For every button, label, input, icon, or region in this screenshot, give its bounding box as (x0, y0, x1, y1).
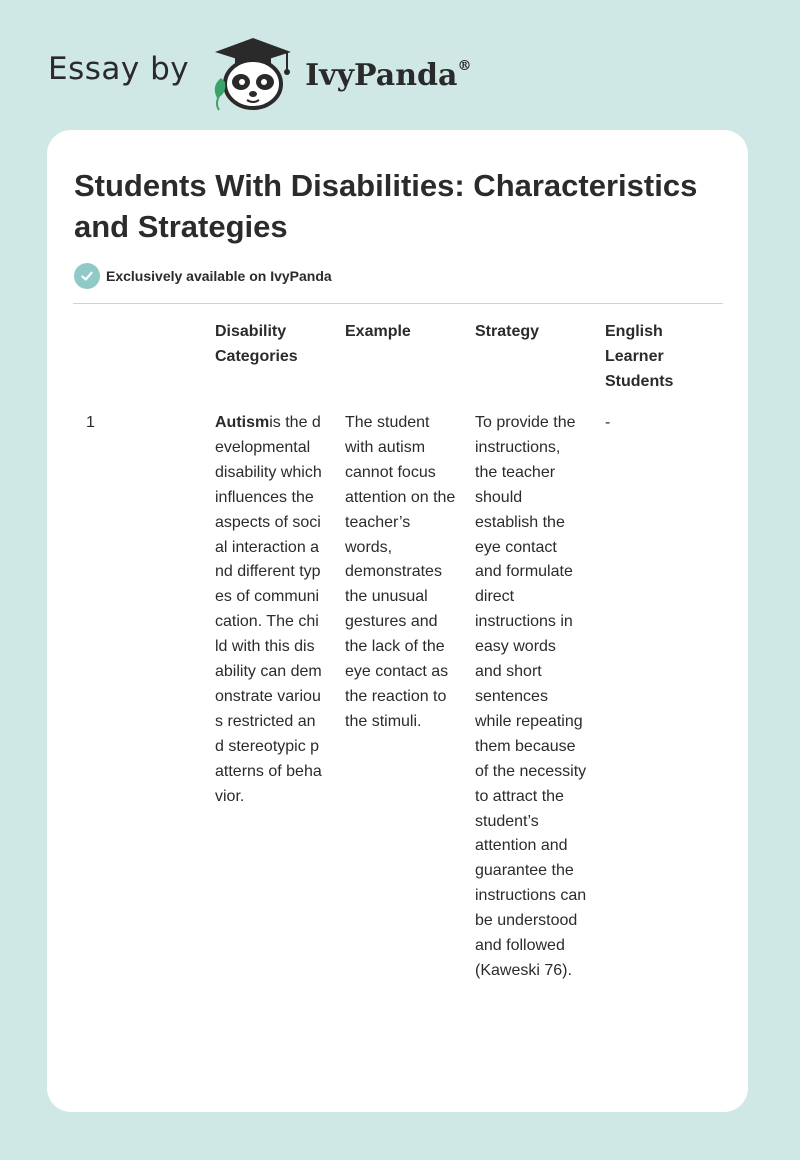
page-title: Students With Disabilities: Characteristics and Strategies (74, 168, 698, 244)
row-number: 1 (86, 414, 95, 431)
header-english-learners: English Learner Students (605, 323, 674, 390)
check-circle-icon (74, 263, 100, 289)
essay-card (47, 130, 748, 1112)
cell-disability-category (215, 411, 322, 810)
cell-english-learners: - (605, 414, 611, 431)
cell-example: The student with autism cannot focus attention on the teacher’s words, demonstrates the unusual gestures and the lack of the eye contact as the reaction to the stimuli. (345, 414, 456, 730)
exclusive-badge (74, 263, 332, 289)
brand-logo[interactable] (48, 32, 471, 112)
category-term: Autism (215, 414, 270, 431)
header-example: Example (345, 323, 411, 340)
brand-prefix: Essay by (48, 51, 190, 87)
header-disability-categories: Disability Categories (215, 323, 298, 365)
header-strategy: Strategy (475, 323, 540, 340)
cell-strategy: To provide the instructions, the teacher should establish the eye contact and formulate direct instructions in easy words and short sentences while repeating them because of the necessity to attract the student’s attention and guarantee the instructions can be understood and followed (Kaweski 76). (475, 414, 587, 979)
brand-name: IvyPanda® (305, 57, 472, 93)
category-text: is the developmental disability which influences the aspects of social interaction and different types of communication. The child with this disability can demonstrate various restricted and stereotypic patterns of behavior. (215, 414, 322, 805)
divider (73, 303, 723, 304)
panda-graduation-cap-icon (207, 32, 299, 112)
exclusive-label: Exclusively available on IvyPanda (106, 268, 332, 284)
